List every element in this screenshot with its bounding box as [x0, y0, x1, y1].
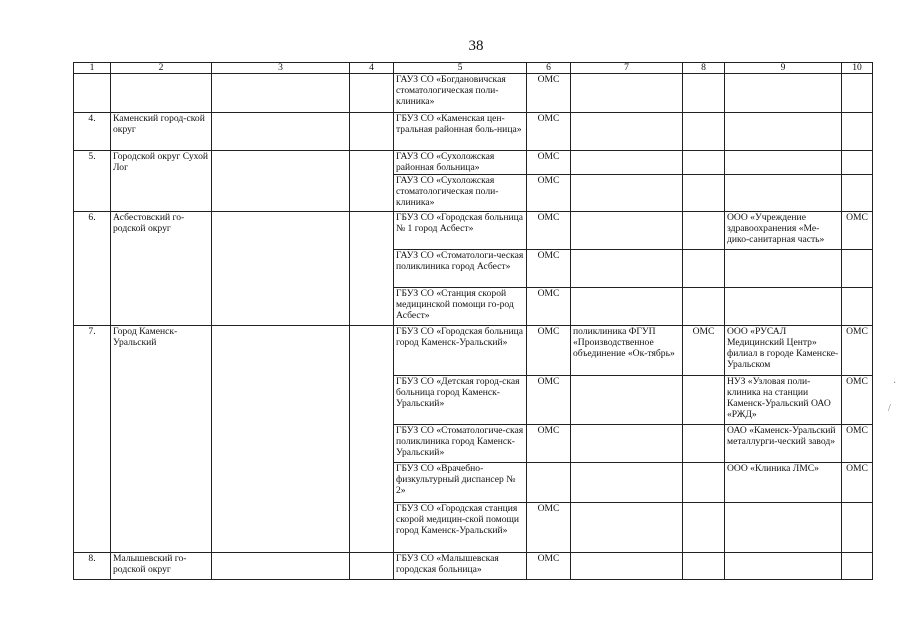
row-number-cell: 6. [74, 212, 111, 326]
column-header: 7 [571, 63, 683, 74]
column-8-cell [683, 74, 725, 113]
row-number-cell: 7. [74, 326, 111, 553]
column-4-cell [350, 326, 394, 553]
scan-speck: / [888, 403, 891, 414]
column-9-cell [725, 151, 842, 175]
territory-cell: Асбестовский го-родской округ [111, 212, 212, 326]
column-header: 2 [111, 63, 212, 74]
table-row [74, 74, 873, 113]
column-9-cell [725, 175, 842, 212]
column-8-cell [683, 553, 725, 580]
column-4-cell [350, 553, 394, 580]
column-10-cell: ОМС [842, 326, 873, 376]
territory-cell: Каменский город-ской округ [111, 113, 212, 151]
organization-cell: ГБУЗ СО «Городская больница № 1 город Асбест» [394, 212, 527, 250]
oms-cell: ОМС [527, 113, 571, 151]
column-7-cell [571, 376, 683, 425]
column-8-cell [683, 250, 725, 288]
column-9-cell: ООО «РУСАЛ Медицинский Центр» филиал в городе Каменске-Уральском [725, 326, 842, 376]
table-row [74, 553, 873, 580]
organization-cell: ГБУЗ СО «Городская станция скорой медицин-ской помощи город Каменск-Уральский» [394, 503, 527, 553]
column-7-cell: поликлиника ФГУП «Производственное объединение «Ок-тябрь» [571, 326, 683, 376]
column-header: 4 [350, 63, 394, 74]
column-8-cell [683, 212, 725, 250]
column-8-cell [683, 175, 725, 212]
oms-cell: ОМС [527, 376, 571, 425]
column-3-cell [212, 151, 350, 212]
column-header: 1 [74, 63, 111, 74]
organization-cell: ГАУЗ СО «Сухоложская стоматологическая поли-клиника» [394, 175, 527, 212]
column-3-cell [212, 74, 350, 113]
column-9-cell [725, 113, 842, 151]
column-3-cell [212, 553, 350, 580]
column-9-cell [725, 250, 842, 288]
table-row [74, 326, 873, 376]
column-8-cell [683, 113, 725, 151]
oms-cell: ОМС [527, 212, 571, 250]
row-number-cell [74, 74, 111, 113]
organization-cell: ГБУЗ СО «Детская город-ская больница город Каменск-Уральский» [394, 376, 527, 425]
column-7-cell [571, 212, 683, 250]
row-number-cell: 8. [74, 553, 111, 580]
oms-cell: ОМС [527, 151, 571, 175]
column-8-cell [683, 151, 725, 175]
column-4-cell [350, 212, 394, 326]
column-8-cell [683, 288, 725, 326]
oms-cell [527, 463, 571, 503]
column-header: 3 [212, 63, 350, 74]
column-7-cell [571, 553, 683, 580]
column-header: 5 [394, 63, 527, 74]
column-7-cell [571, 151, 683, 175]
organization-cell: ГАУЗ СО «Богдановичская стоматологическая поли-клиника» [394, 74, 527, 113]
column-7-cell [571, 113, 683, 151]
column-3-cell [212, 113, 350, 151]
column-header: 8 [683, 63, 725, 74]
column-7-cell [571, 425, 683, 463]
column-10-cell [842, 175, 873, 212]
territory-cell: Город Каменск-Уральский [111, 326, 212, 553]
column-10-cell [842, 503, 873, 553]
oms-cell: ОМС [527, 250, 571, 288]
column-3-cell [212, 212, 350, 326]
oms-cell: ОМС [527, 175, 571, 212]
column-4-cell [350, 74, 394, 113]
oms-cell: ОМС [527, 288, 571, 326]
column-10-cell: ОМС [842, 463, 873, 503]
column-9-cell: ОАО «Каменск-Уральский металлурги-ческий завод» [725, 425, 842, 463]
medical-organizations-table [73, 62, 873, 580]
column-10-cell [842, 113, 873, 151]
organization-cell: ГБУЗ СО «Станция скорой медицинской помощи го-род Асбест» [394, 288, 527, 326]
organization-cell: ГБУЗ СО «Малышевская городская больница» [394, 553, 527, 580]
table-body [74, 74, 873, 580]
column-7-cell [571, 74, 683, 113]
organization-cell: ГБУЗ СО «Врачебно-физкультурный диспансер № 2» [394, 463, 527, 503]
page-number: 38 [468, 38, 484, 54]
column-10-cell [842, 288, 873, 326]
organization-cell: ГАУЗ СО «Сухоложская районная больница» [394, 151, 527, 175]
oms-cell: ОМС [527, 425, 571, 463]
oms-cell: ОМС [527, 503, 571, 553]
column-9-cell [725, 74, 842, 113]
column-7-cell [571, 288, 683, 326]
column-4-cell [350, 151, 394, 212]
table-row [74, 151, 873, 175]
column-7-cell [571, 250, 683, 288]
column-4-cell [350, 113, 394, 151]
organization-cell: ГБУЗ СО «Стоматологиче-ская поликлиника город Каменск-Уральский» [394, 425, 527, 463]
territory-cell: Малышевский го-родской округ [111, 553, 212, 580]
table-header-row [74, 63, 873, 74]
column-9-cell: НУЗ «Узловая поли-клиника на станции Каменск-Уральский ОАО «РЖД» [725, 376, 842, 425]
column-10-cell: ОМС [842, 425, 873, 463]
column-8-cell [683, 376, 725, 425]
column-9-cell [725, 288, 842, 326]
territory-cell [111, 74, 212, 113]
territory-cell: Городской округ Сухой Лог [111, 151, 212, 212]
column-header: 6 [527, 63, 571, 74]
column-3-cell [212, 326, 350, 553]
column-10-cell [842, 250, 873, 288]
column-9-cell: ООО «Учреждение здравоохранения «Ме-дико-санитарная часть» [725, 212, 842, 250]
column-9-cell [725, 503, 842, 553]
column-8-cell [683, 425, 725, 463]
table-row [74, 113, 873, 151]
column-9-cell: ООО «Клиника ЛМС» [725, 463, 842, 503]
row-number-cell: 5. [74, 151, 111, 212]
column-10-cell [842, 74, 873, 113]
column-8-cell [683, 463, 725, 503]
organization-cell: ГАУЗ СО «Стоматологи-ческая поликлиника город Асбест» [394, 250, 527, 288]
column-7-cell [571, 503, 683, 553]
column-7-cell [571, 175, 683, 212]
oms-cell: ОМС [527, 326, 571, 376]
column-7-cell [571, 463, 683, 503]
oms-cell: ОМС [527, 553, 571, 580]
column-9-cell [725, 553, 842, 580]
column-10-cell [842, 553, 873, 580]
scan-speck: · [893, 378, 897, 389]
column-10-cell: ОМС [842, 376, 873, 425]
column-header: 9 [725, 63, 842, 74]
column-8-cell: ОМС [683, 326, 725, 376]
column-header: 10 [842, 63, 873, 74]
column-10-cell [842, 151, 873, 175]
column-10-cell: ОМС [842, 212, 873, 250]
row-number-cell: 4. [74, 113, 111, 151]
oms-cell: ОМС [527, 74, 571, 113]
organization-cell: ГБУЗ СО «Городская больница город Каменск-Уральский» [394, 326, 527, 376]
organization-cell: ГБУЗ СО «Каменская цен-тральная районная боль-ница» [394, 113, 527, 151]
table-row [74, 212, 873, 250]
column-8-cell [683, 503, 725, 553]
